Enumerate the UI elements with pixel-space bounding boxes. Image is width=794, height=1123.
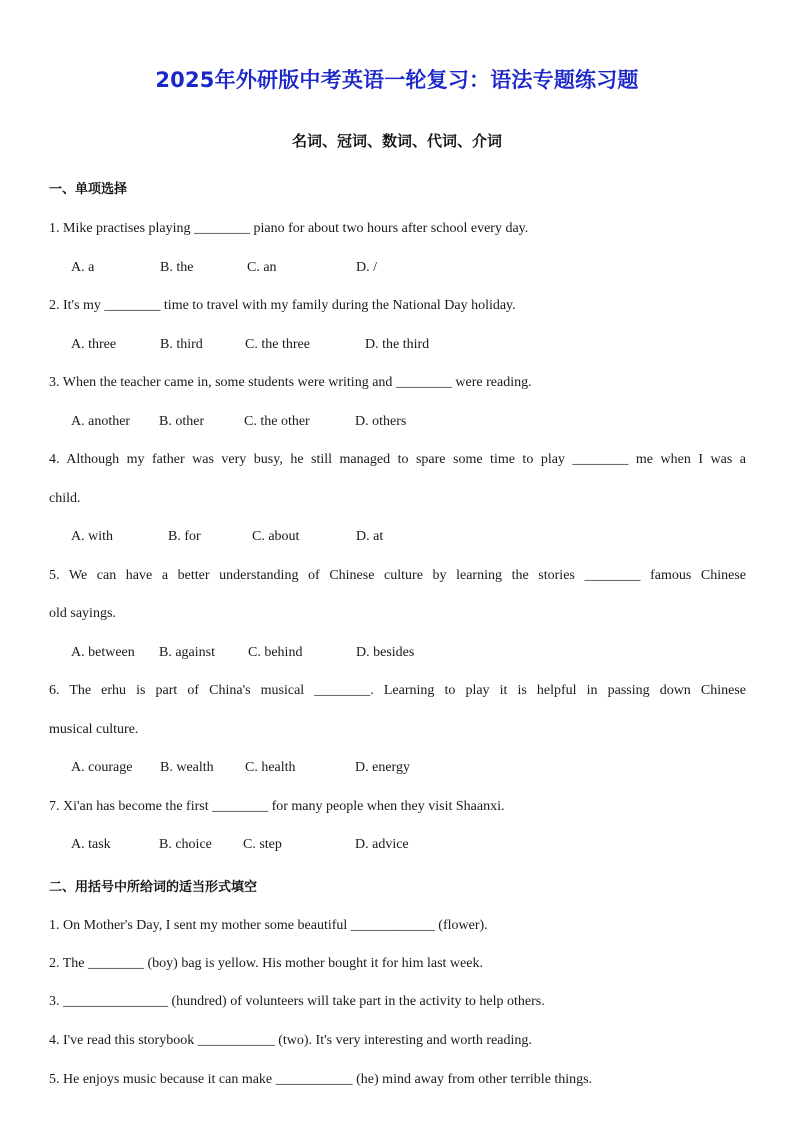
question-text: 3. When the teacher came in, some students were writing and ________ were reading.	[49, 375, 532, 390]
option-a: A. with	[71, 529, 113, 544]
option-a: A. a	[71, 260, 95, 275]
option-b: B. the	[160, 260, 194, 275]
option-a: A. three	[71, 337, 117, 352]
option-b: B. wealth	[160, 760, 214, 775]
question-text-continued: musical culture.	[49, 722, 139, 737]
section-heading-fill-in: 二、用括号中所给词的适当形式填空	[49, 880, 258, 895]
question-text-continued: child.	[49, 491, 81, 506]
option-c: C. step	[243, 837, 282, 852]
question-text: 6. The erhu is part of China's musical ________. Learning to play it is helpful in passing down Chinese	[49, 683, 746, 698]
option-d: D. the third	[365, 337, 430, 352]
question-text-continued: old sayings.	[49, 606, 116, 621]
option-c: C. the three	[245, 337, 310, 352]
option-d: D. at	[356, 529, 384, 544]
option-d: D. energy	[355, 760, 410, 775]
option-c: C. the other	[244, 414, 310, 429]
fill-in-item: 3. _______________ (hundred) of volunteers will take part in the activity to help others.	[49, 994, 545, 1009]
option-d: D. /	[356, 260, 377, 275]
option-a: A. task	[71, 837, 111, 852]
question-text: 2. It's my ________ time to travel with my family during the National Day holiday.	[49, 298, 516, 313]
section-heading-multiple-choice: 一、单项选择	[49, 182, 128, 197]
option-c: C. about	[252, 529, 300, 544]
question-text: 1. Mike practises playing ________ piano for about two hours after school every day.	[49, 221, 529, 236]
option-a: A. courage	[71, 760, 133, 775]
option-a: A. between	[71, 645, 135, 660]
option-b: B. choice	[159, 837, 212, 852]
option-b: B. other	[159, 414, 205, 429]
page-title: 2025年外研版中考英语一轮复习：语法专题练习题	[155, 68, 639, 92]
option-a: A. another	[71, 414, 131, 429]
fill-in-item: 4. I've read this storybook ___________ (two). It's very interesting and worth reading.	[49, 1033, 532, 1048]
question-text: 7. Xi'an has become the first ________ for many people when they visit Shaanxi.	[49, 799, 505, 814]
option-d: D. besides	[356, 645, 415, 660]
option-c: C. health	[245, 760, 296, 775]
option-b: B. against	[159, 645, 215, 660]
option-b: B. third	[160, 337, 203, 352]
option-c: C. an	[247, 260, 277, 275]
question-text: 5. We can have a better understanding of Chinese culture by learning the stories ________ famous Chinese	[49, 568, 746, 583]
option-b: B. for	[168, 529, 201, 544]
option-c: C. behind	[248, 645, 303, 660]
page-subtitle: 名词、冠词、数词、代词、介词	[291, 132, 502, 150]
question-text: 4. Although my father was very busy, he still managed to spare some time to play ________ me when I was a	[49, 452, 746, 467]
option-d: D. others	[355, 414, 407, 429]
fill-in-item: 5. He enjoys music because it can make ___________ (he) mind away from other terrible things.	[49, 1072, 593, 1087]
option-d: D. advice	[355, 837, 409, 852]
fill-in-item: 2. The ________ (boy) bag is yellow. His mother bought it for him last week.	[49, 956, 483, 971]
fill-in-item: 1. On Mother's Day, I sent my mother some beautiful ____________ (flower).	[49, 918, 488, 933]
